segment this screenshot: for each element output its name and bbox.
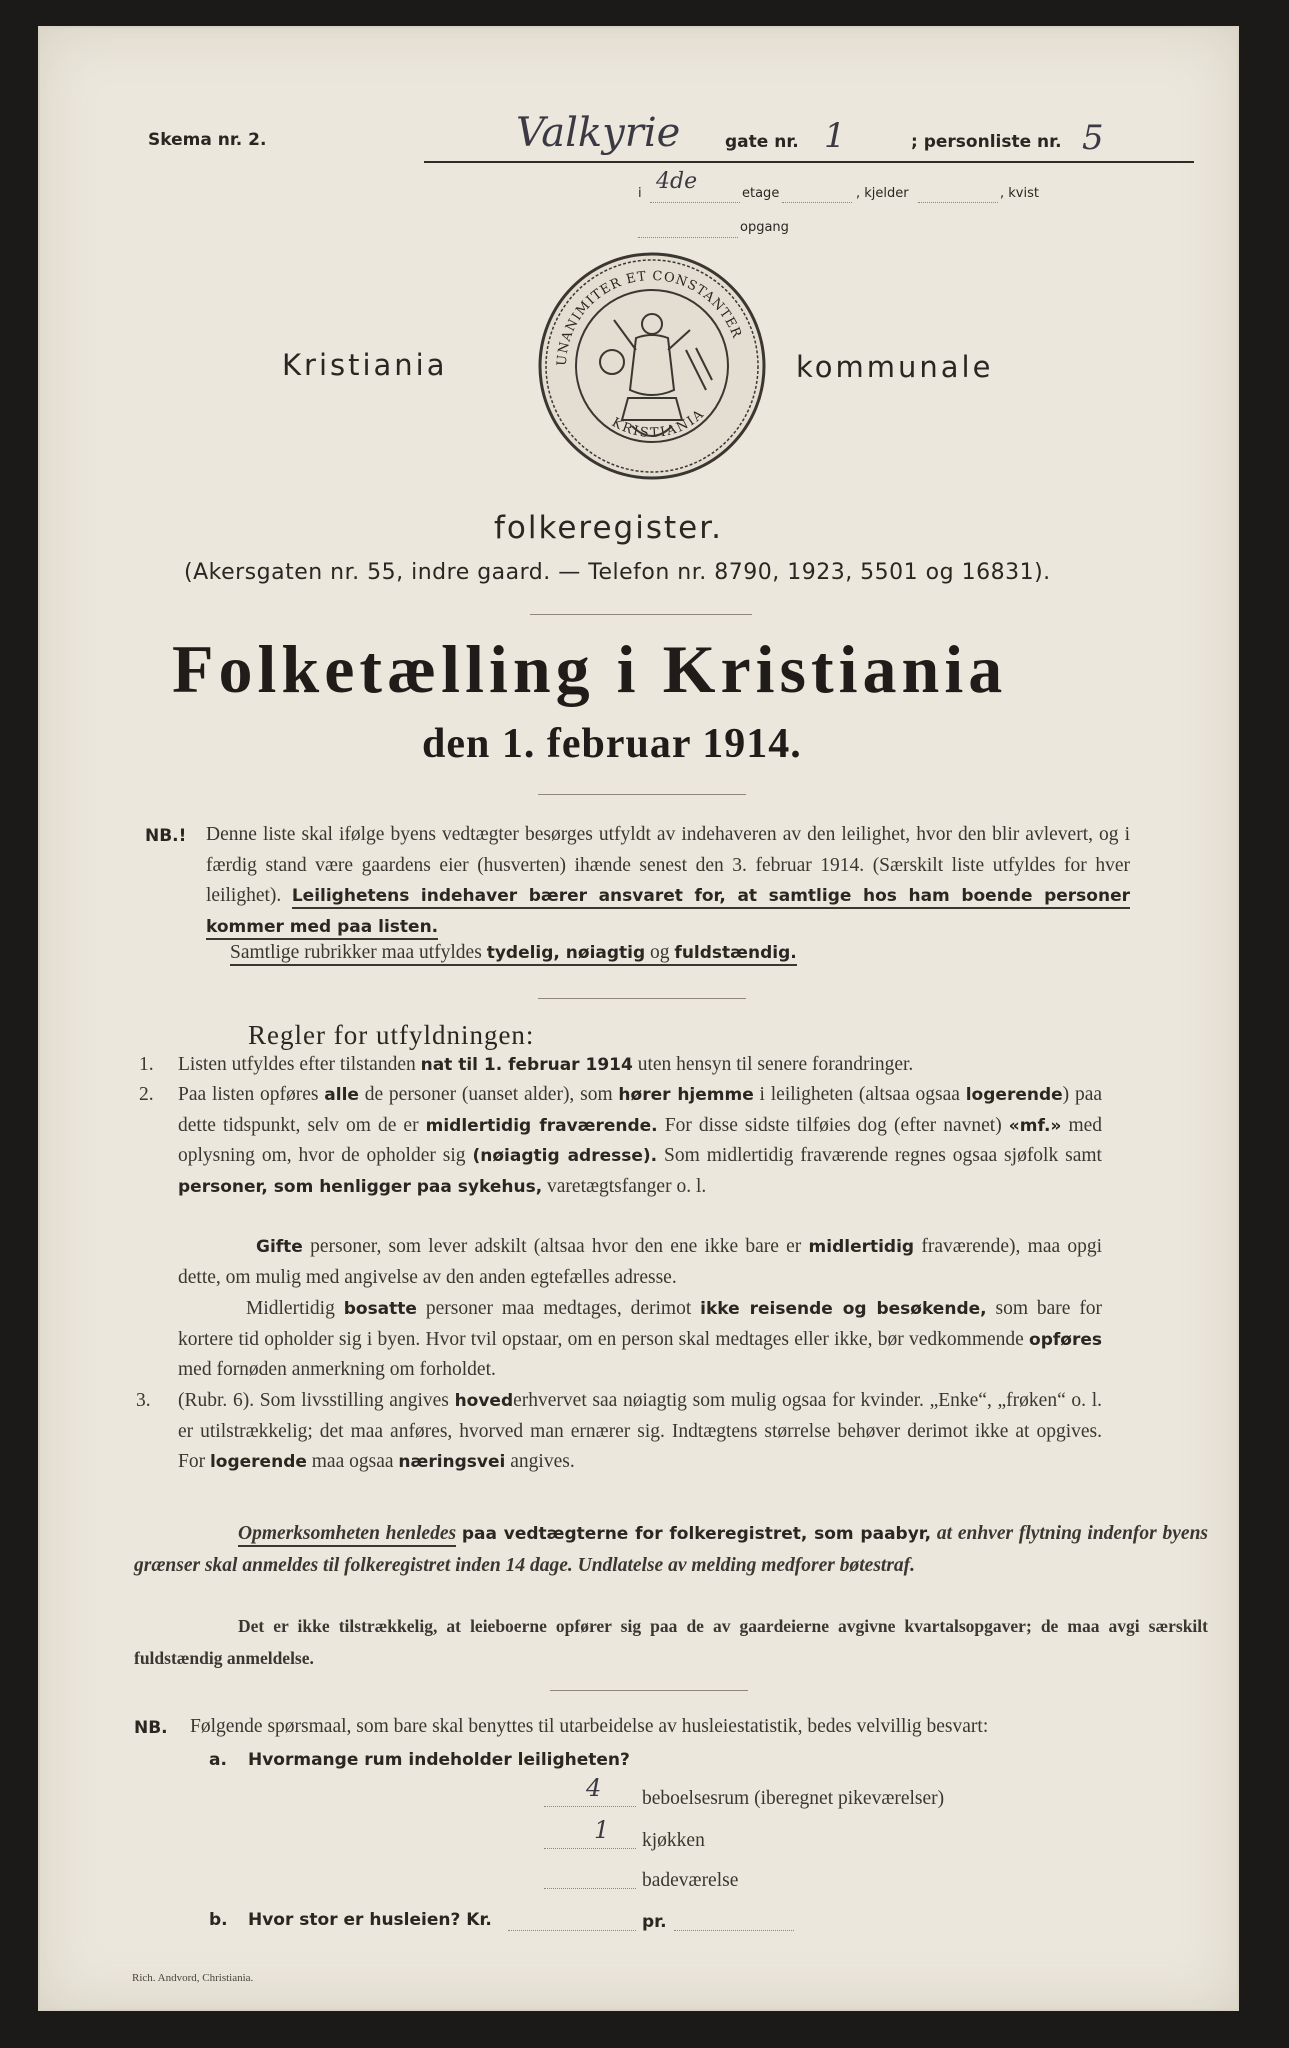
midl-d: ikke reisende og besøkende, [700, 1299, 987, 1319]
kristiania-label: Kristiania [282, 348, 448, 382]
pr-label: pr. [642, 1912, 667, 1932]
rule-1-number: 1. [139, 1054, 154, 1075]
divider-4 [550, 1690, 748, 1691]
rule-3-c: erhvervet saa nøiagtig som mulig ogsaa for kvinder. „Enke“, „frøken“ o. l. er utilstrækkelig; det maa anføres, hvorved man ernærer sig. Indtægtens størrelse behøver derimot ikke at opgives. For [178, 1390, 1103, 1472]
gifte-c: midlertidig [808, 1237, 915, 1257]
rule-3-text [178, 1386, 1102, 1478]
gifte-d: fraværende), maa opgi dette, om mulig med angivelse av den anden egtefælles adresse. [178, 1236, 1103, 1288]
floor-i-label: i [638, 186, 642, 201]
nb1-line3-d: fuldstændig. [674, 943, 797, 963]
rule-2-b: alle [324, 1085, 359, 1105]
rule-1-b: nat til 1. februar 1914 [420, 1055, 633, 1075]
kommunale-label: kommunale [796, 350, 994, 384]
rule-2-l: (nøiagtig adresse). [472, 1146, 658, 1166]
divider-3 [538, 998, 746, 999]
personliste-number-handwritten: 5 [1082, 118, 1104, 158]
rule-2-text [178, 1080, 1102, 1202]
rule-2-a: Paa listen opføres [178, 1084, 319, 1105]
rent-dots [508, 1930, 636, 1931]
rule-3-e: maa ogsaa [311, 1451, 394, 1472]
etage-dots [782, 202, 852, 203]
gifte-paragraph [178, 1232, 1102, 1293]
nb1-paragraph [206, 820, 1130, 942]
rule-3-number: 3. [136, 1390, 151, 1411]
rule-2-c: de personer (uanset alder), som [364, 1084, 613, 1105]
floor-dots [650, 202, 740, 203]
opgang-dots [638, 237, 738, 238]
rule-2-f: logerende [965, 1085, 1063, 1105]
rooms-handwritten: 4 [586, 1774, 602, 1802]
rule-3-g: angives. [510, 1451, 575, 1472]
rule-2-number: 2. [139, 1084, 154, 1105]
rule-1-text [178, 1050, 1108, 1081]
rules-heading: Regler for utfyldningen: [248, 1020, 535, 1050]
schema-number: Skema nr. 2. [148, 130, 267, 150]
rule-2-d: hører hjemme [618, 1085, 754, 1105]
midlertidig-paragraph [178, 1294, 1102, 1386]
rule-2-m: Som midlertidig fraværende regnes ogsaa sjøfolk samt [664, 1145, 1102, 1166]
midl-g: med fornøden anmerkning om forholdet. [178, 1359, 496, 1380]
rule-2-h: midlertidig fraværende. [425, 1115, 658, 1136]
gate-number-handwritten: 1 [824, 116, 846, 156]
nb1-line3-a: Samtlige rubrikker maa utfyldes [230, 942, 482, 963]
notice-a: Opmerksomheten henledes [238, 1523, 456, 1547]
rooms-dots [544, 1806, 636, 1807]
notice-paragraph [134, 1518, 1208, 1582]
nb1-line3 [230, 942, 797, 966]
rule-2-g: ) paa dette tidspunkt, selv om de er [178, 1084, 1103, 1136]
nb1-text: Denne liste skal ifølge byens vedtægter besørges utfyldt av indehaveren av den leilighet, hvor den blir avlevert, og i færdig stand være gaardens eier (husverten) ihænde senest den 3. februar 1914. (Særskilt liste utfyldes for hver leilighet). [206, 824, 1130, 906]
folkeregister-label: folkeregister. [494, 510, 723, 546]
bath-dots [544, 1888, 636, 1889]
rule-2-e: i leiligheten (altsaa ogsaa [759, 1084, 960, 1105]
pr-dots [674, 1930, 794, 1931]
etage-label: etage [742, 186, 780, 201]
nb1-label: NB.! [145, 826, 187, 846]
midl-f: opføres [1029, 1329, 1103, 1350]
kitchen-handwritten: 1 [594, 1816, 610, 1844]
rule-2-o: varetægtsfanger o. l. [547, 1175, 707, 1197]
date-title: den 1. februar 1914. [422, 721, 802, 767]
rooms-label: beboelsesrum (iberegnet pikeværelser) [642, 1788, 945, 1809]
svg-text:UNANIMITER ET CONSTANTER: UNANIMITER ET CONSTANTER [554, 268, 745, 367]
gifte-a: Gifte [256, 1237, 303, 1257]
rule-3-f: næringsvei [398, 1452, 506, 1472]
nb2-intro: Følgende spørsmaal, som bare skal benyttes til utarbeidelse av husleiestatistik, bedes velvillig besvart: [190, 1716, 989, 1737]
rule-3-a: (Rubr. 6). Som livsstilling angives [178, 1390, 449, 1411]
kvist-label: , kvist [1000, 186, 1039, 201]
street-name-handwritten: Valkyrie [516, 110, 681, 156]
floor-handwritten: 4de [656, 169, 698, 194]
main-title: Folketælling i Kristiania [172, 631, 1008, 707]
bath-label: badeværelse [642, 1870, 739, 1891]
rule-1-c: uten hensyn til senere forandringer. [637, 1054, 914, 1075]
header-underline [424, 161, 1194, 163]
rule-1-a: Listen utfyldes efter tilstanden [178, 1054, 416, 1075]
notice-b: paa vedtægterne for folkeregistret, som paabyr, [461, 1524, 932, 1544]
opgang-label: opgang [740, 220, 789, 235]
midl-a: Midlertidig [246, 1298, 335, 1319]
nb1-line3-b: tydelig, nøiagtig [486, 943, 646, 963]
kristiania-seal-icon [536, 250, 768, 482]
rule-3-b: hoved [454, 1391, 514, 1411]
divider-2 [538, 794, 746, 795]
midl-c: personer maa medtages, derimot [425, 1298, 692, 1319]
notice-d: Det er ikke tilstrækkelig, at leieboerne opfører sig paa de av gaardeierne avgivne kvartalsopgaver; de maa avgi særskilt fuldstændig anmeldelse. [134, 1616, 1208, 1668]
question-a-label: a. [209, 1750, 227, 1770]
question-b: Hvor stor er husleien? Kr. [248, 1910, 492, 1930]
svg-text:KRISTIANIA: KRISTIANIA [609, 406, 709, 442]
kjelder-label: , kjelder [856, 186, 909, 201]
rule-2-n: personer, som henligger paa sykehus, [178, 1176, 543, 1197]
personliste-label: ; personliste nr. [911, 132, 1062, 152]
rule-3-d: logerende [209, 1452, 307, 1472]
kitchen-label: kjøkken [642, 1830, 705, 1851]
rule-2-i: For disse sidste tilføies dog (efter navnet) [664, 1114, 1002, 1136]
nb2-label: NB. [134, 1718, 168, 1738]
address-line: (Akersgaten nr. 55, indre gaard. — Telefon nr. 8790, 1923, 5501 og 16831). [184, 560, 1051, 585]
gate-label: gate nr. [725, 132, 799, 152]
midl-e: som bare for kortere tid opholder sig i byen. Hvor tvil opstaar, om en person skal medtages eller ikke, bør vedkommende [178, 1298, 1103, 1350]
question-b-label: b. [209, 1910, 228, 1930]
census-form-page [38, 26, 1239, 2011]
divider-1 [530, 614, 752, 615]
printer-credit: Rich. Andvord, Christiania. [132, 1972, 254, 1984]
question-a: Hvormange rum indeholder leiligheten? [248, 1750, 630, 1770]
midl-b: bosatte [343, 1299, 417, 1319]
notice-c: at enhver flytning indenfor byens grænser skal anmeldes til folkeregistret inden 14 dage. Undlatelse av melding medforer bøtestraf. [134, 1523, 1209, 1576]
rule-2-k: med oplysning om, hvor de opholder sig [178, 1114, 1103, 1166]
gifte-b: personer, som lever adskilt (altsaa hvor den ene ikke bare er [310, 1236, 802, 1257]
nb1-responsibility: Leilighetens indehaver bærer ansvaret for, at samtlige hos ham boende personer kommer med paa listen. [206, 886, 1130, 940]
kjelder-dots [918, 202, 998, 203]
nb1-line3-c: og [650, 942, 670, 963]
rule-2-j: «mf.» [1008, 1115, 1062, 1136]
kitchen-dots [544, 1848, 636, 1849]
